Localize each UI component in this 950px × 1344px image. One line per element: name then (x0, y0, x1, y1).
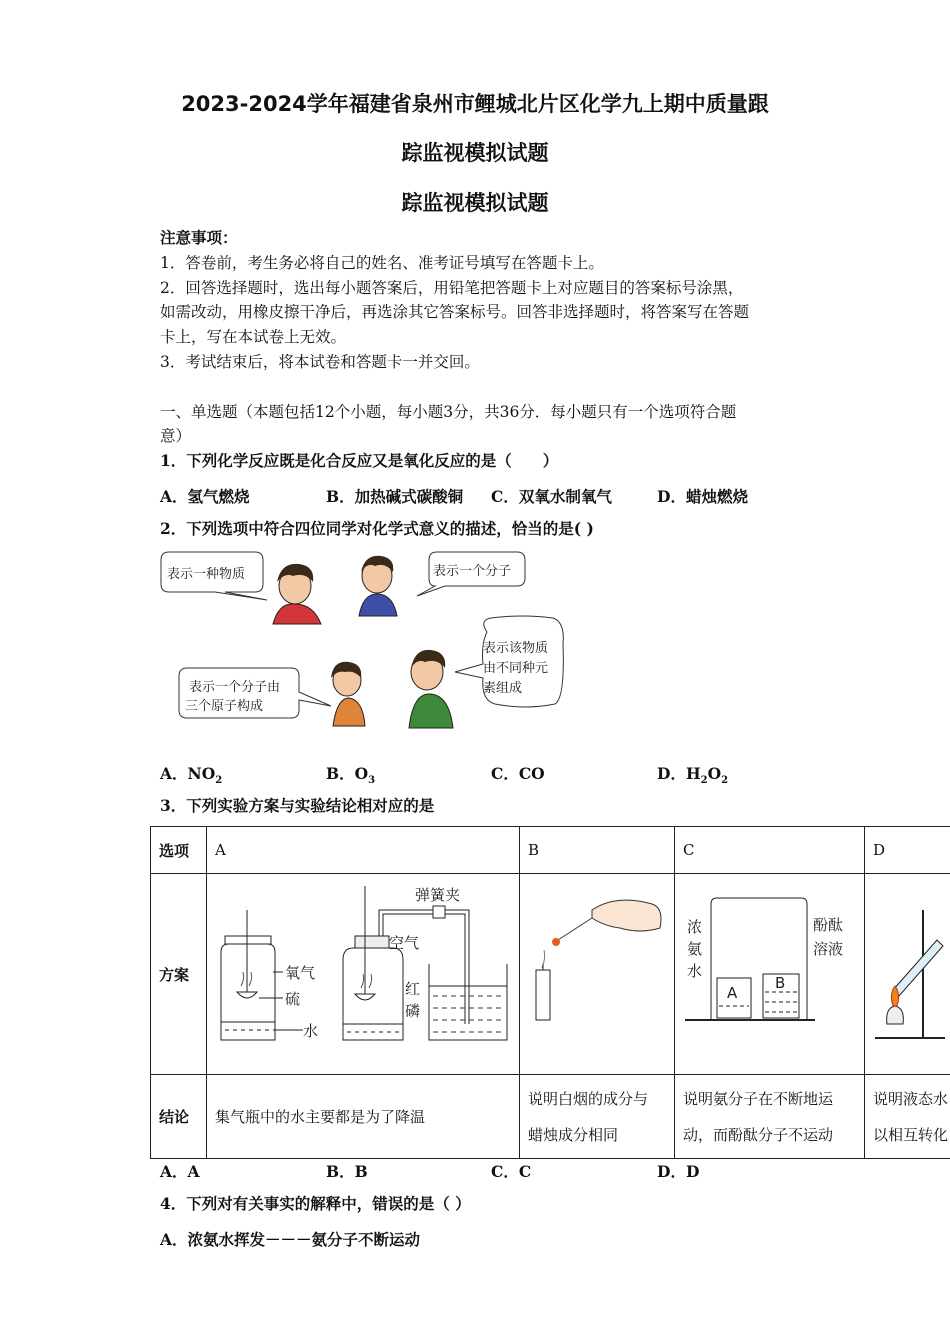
plan-b-candle-smoke (520, 874, 674, 1070)
page-title-line2: 踪监视模拟试题 (401, 141, 549, 165)
header-b: B (520, 827, 675, 874)
row-label-conclusion: 结论 (151, 1075, 207, 1159)
table-plan-row (151, 874, 950, 1075)
header-c: C (675, 827, 865, 874)
question-2-stem: 2．下列选项中符合四位同学对化学式意义的描述，恰当的是( ) (160, 519, 594, 538)
page-title: 2023-2024学年福建省泉州市鲤城北片区化学九上期中质量跟 (181, 92, 769, 116)
svg-text:溶液: 溶液 (813, 940, 844, 958)
q2-option-c[interactable]: C．CO (491, 764, 545, 783)
conclusion-c: 说明氨分子在不断地运 动，而酚酞分子不运动 (675, 1075, 865, 1159)
conclusion-d: 说明液态水 以相互转化 (865, 1075, 950, 1159)
q1-option-b[interactable]: B．加热碱式碳酸铜 (326, 487, 464, 506)
svg-text:弹簧夹: 弹簧夹 (415, 886, 461, 904)
q3-option-b[interactable]: B．B (326, 1162, 368, 1181)
speech-bubble-3 (179, 668, 331, 718)
beaker-icon (429, 964, 507, 1040)
table-conclusion-row (151, 1075, 950, 1159)
table-header-row (151, 827, 950, 874)
svg-text:磷: 磷 (405, 1002, 421, 1020)
q2-option-a[interactable]: A．$NO_2$ (160, 764, 223, 787)
notice-item: 卡上，写在本试卷上无效。 (160, 328, 347, 346)
row-label-plan: 方案 (151, 874, 207, 1075)
bubble-4-text-a: 表示该物质 (483, 641, 549, 656)
bubble-3-text-b: 三个原子构成 (185, 699, 264, 714)
plan-c-cell (675, 874, 865, 1075)
plan-d-cell (865, 874, 950, 1075)
q4-option-a[interactable]: A．浓氨水挥发－－－氨分子不断运动 (160, 1230, 421, 1249)
q3-option-a[interactable]: A．A (160, 1162, 200, 1181)
header-a: A (207, 827, 520, 874)
section-heading: 一、单选题（本题包括12个小题，每小题3分，共36分．每小题只有一个选项符合题 (160, 403, 737, 421)
bubble-4-text-b: 由不同种元 (483, 661, 549, 676)
q3-option-c[interactable]: C．C (491, 1162, 532, 1181)
svg-text:酚酞: 酚酞 (813, 916, 844, 934)
speech-bubble-2 (417, 552, 525, 596)
svg-text:水: 水 (687, 962, 703, 980)
question-3-stem: 3．下列实验方案与实验结论相对应的是 (160, 796, 435, 815)
plan-a-cell (207, 874, 520, 1075)
svg-text:空气: 空气 (389, 934, 420, 952)
q3-experiment-table (150, 826, 950, 1159)
page-title-line3: 踪监视模拟试题 (401, 191, 549, 215)
svg-text:浓: 浓 (687, 918, 703, 936)
plan-d-heating-apparatus (865, 874, 945, 1070)
svg-text:氨: 氨 (687, 940, 703, 958)
student-boy-1-icon (273, 564, 321, 624)
notice-item: 2．回答选择题时，选出每小题答案后，用铅笔把答题卡上对应题目的答案标号涂黑， (160, 279, 744, 297)
student-girl-icon (331, 662, 365, 726)
plan-a-apparatus (207, 874, 519, 1070)
svg-text:氧气: 氧气 (285, 964, 316, 982)
student-boy-2-icon (359, 556, 397, 616)
conclusion-a: 集气瓶中的水主要都是为了降温 (207, 1075, 520, 1159)
question-4-stem: 4．下列对有关事实的解释中，错误的是（ ） (160, 1194, 471, 1213)
svg-text:水: 水 (303, 1022, 319, 1040)
header-option: 选项 (151, 827, 207, 874)
gas-jar-phosphorus-icon (343, 886, 469, 1040)
notice-item: 如需改动，用橡皮擦干净后，再选涂其它答案标号。回答非选择题时，将答案写在答题 (160, 303, 750, 321)
header-d: D (865, 827, 950, 874)
gas-jar-sulfur-icon (221, 910, 318, 1040)
speech-bubble-1 (161, 552, 267, 600)
q1-option-a[interactable]: A．氢气燃烧 (160, 487, 250, 506)
notice-item: 1．答卷前，考生务必将自己的姓名、准考证号填写在答题卡上。 (160, 254, 604, 272)
q1-option-d[interactable]: D．蜡烛燃烧 (657, 487, 748, 506)
q3-option-d[interactable]: D．D (657, 1162, 700, 1181)
svg-text:A: A (727, 984, 738, 1002)
speech-bubble-4 (455, 616, 563, 707)
q2-students-illustration (155, 548, 575, 748)
section-heading-cont: 意） (160, 427, 192, 445)
bubble-4-text-c: 素组成 (483, 681, 523, 696)
plan-b-cell (520, 874, 675, 1075)
q2-option-b[interactable]: B．$O_3$ (326, 764, 376, 787)
question-1-stem: 1．下列化学反应既是化合反应又是氧化反应的是（ ） (160, 451, 559, 470)
student-boy-3-icon (409, 650, 453, 728)
bubble-3-text-a: 表示一个分子由 (189, 680, 281, 695)
svg-text:红: 红 (405, 980, 421, 998)
bubble-1-text: 表示一种物质 (167, 567, 246, 582)
plan-c-ammonia-diffusion (675, 874, 864, 1070)
svg-text:硫: 硫 (285, 990, 301, 1008)
q1-option-c[interactable]: C．双氧水制氧气 (491, 487, 612, 506)
q2-option-d[interactable]: D．$H_2O_2$ (657, 764, 729, 787)
conclusion-b: 说明白烟的成分与 蜡烛成分相同 (520, 1075, 675, 1159)
bubble-2-text: 表示一个分子 (433, 564, 512, 579)
notice-item: 3．考试结束后，将本试卷和答题卡一并交回。 (160, 353, 480, 371)
svg-text:B: B (775, 974, 786, 992)
notice-heading: 注意事项： (160, 228, 238, 247)
